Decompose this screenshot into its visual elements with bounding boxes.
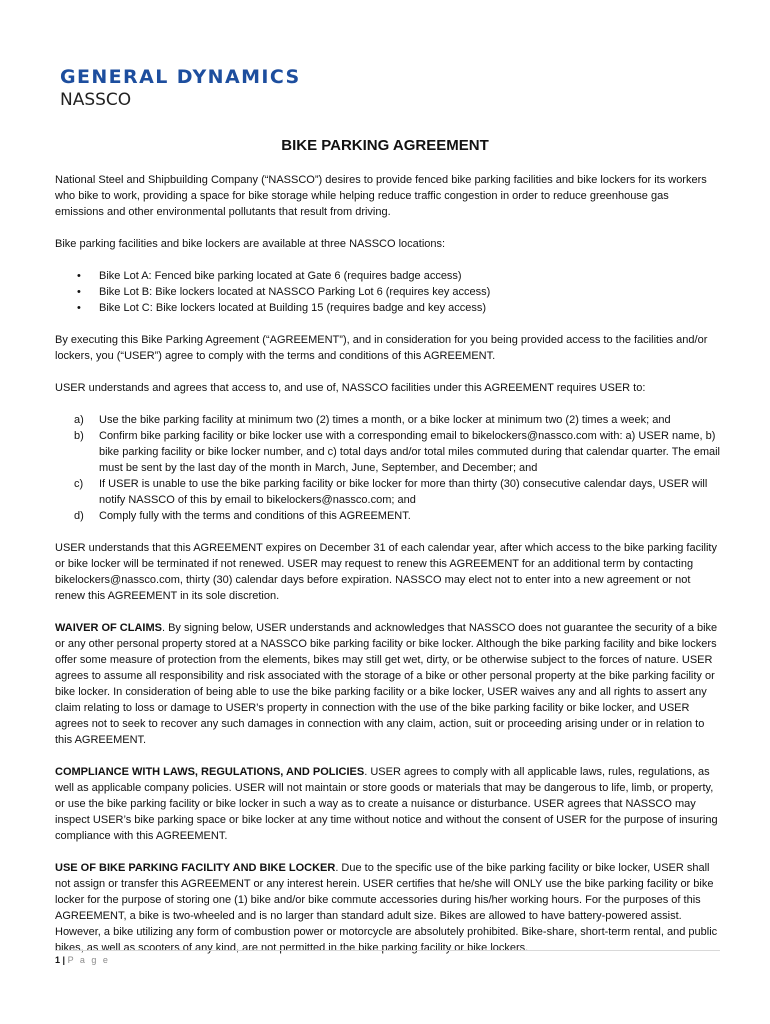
bullet-icon: • (77, 270, 81, 282)
locations-intro: Bike parking facilities and bike lockers are available at three NASSCO locations: (55, 238, 446, 250)
waiver-section (55, 620, 720, 748)
list-item (55, 268, 720, 284)
compliance-section (55, 764, 720, 844)
list-item (55, 508, 720, 524)
waiver-heading: WAIVER OF CLAIMS (55, 622, 162, 634)
use-text: . Due to the specific use of the bike parking facility or bike locker, USER shall not assign or transfer this AGREEMENT or any interest herein. USER certifies that he/she will ONLY use the bike parking facility or bike locker for the purpose of storing one (1) bike and/or bike commute accessories during his/her working hours. For the purposes of this AGREEMENT, a bike is two-wheeled and is no larger than standard adult size. Bikes are allowed to have battery-powered assist. However, a bike utilizing any form of combustion power or motorcycle are absolutely prohibited. Bike-share, short-term rental, and public bikes, as well as scooters of any kind, are not permitted in the bike parking facility or bike lockers. (55, 862, 718, 954)
list-marker: a) (74, 414, 84, 426)
use-section (55, 860, 720, 956)
list-marker: b) (74, 430, 84, 442)
list-item (55, 476, 720, 508)
requirement-text: Use the bike parking facility at minimum two (2) times a month, or a bike locker at minimum two (2) times a week; and (99, 414, 671, 426)
requirements-list (55, 412, 720, 524)
list-item (55, 300, 720, 316)
page-label: P a g e (67, 955, 110, 965)
logo-subbrand: NASSCO (60, 90, 132, 110)
location-text: Bike Lot C: Bike lockers located at Building 15 (requires badge and key access) (99, 302, 487, 314)
company-logo (60, 66, 301, 111)
page-number: 1 (55, 955, 61, 965)
list-item (55, 412, 720, 428)
list-marker: c) (74, 478, 84, 490)
document-body (55, 172, 720, 972)
expiration-paragraph: USER understands that this AGREEMENT expires on December 31 of each calendar year, after which access to the bike parking facility or bike locker will be terminated if not renewed. USER may request to renew this AGREEMENT for an additional term by contacting bikelockers@nassco.com, thirty (30) calendar days before expiration. NASSCO may elect not to enter into a new agreement or not renew this AGREEMENT in its sole discretion. (55, 542, 717, 602)
bullet-icon: • (77, 302, 81, 314)
requirement-text: If USER is unable to use the bike parking facility or bike locker for more than thirty (30) consecutive calendar days, USER will notify NASSCO of this by email to bikelockers@nassco.com; and (99, 478, 708, 506)
list-item (55, 284, 720, 300)
locations-list (55, 268, 720, 316)
waiver-text: . By signing below, USER understands and acknowledges that NASSCO does not guarantee the security of a bike or any other personal property stored at a NASSCO bike parking facility or bike locker. Although the bike parking facility and bike lockers offer some measure of protection from the elements, bikes may still get wet, dirty, or be otherwise subject to the forces of nature. USER agrees to assume all responsibility and risk associated with the storage of a bike or other personal property at the bike parking facility or bike locker. In consideration of being able to use the bike parking facility or a bike locker, USER waives any and all rights to assert any claim relating to loss or damage to USER’s property in connection with the use of the bike parking facility or bike locker, and USER agrees not to seek to recover any such damages in connection with any claim, action, suit or proceeding arising under or in relation to this AGREEMENT. (55, 622, 718, 746)
bullet-icon: • (77, 286, 81, 298)
page-footer (55, 950, 720, 966)
intro-paragraph: National Steel and Shipbuilding Company (“NASSCO”) desires to provide fenced bike parking facilities and bike lockers for its workers who bike to work, providing a space for bike storage while helping reduce traffic congestion in order to reduce greenhouse gas emissions and other environmental pollutants that result from driving. (55, 174, 707, 218)
requirement-text: Comply fully with the terms and conditions of this AGREEMENT. (99, 510, 411, 522)
requirement-text: Confirm bike parking facility or bike locker use with a corresponding email to bikelockers@nassco.com with: a) USER name, b) bike parking facility or bike locker number, and c) total days and/or total miles commuted during that calendar quarter. The email must be sent by the last day of the month in March, June, September, and December; and (99, 430, 721, 474)
document-title: BIKE PARKING AGREEMENT (281, 137, 489, 154)
compliance-heading: COMPLIANCE WITH LAWS, REGULATIONS, AND POLICIES (55, 766, 365, 778)
agreement-paragraph: By executing this Bike Parking Agreement (“AGREEMENT”), and in consideration for you being provided access to the facilities and/or lockers, you (“USER”) agree to comply with the terms and conditions of this AGREEMENT. (55, 334, 708, 362)
location-text: Bike Lot B: Bike lockers located at NASSCO Parking Lot 6 (requires key access) (99, 286, 491, 298)
use-heading: USE OF BIKE PARKING FACILITY AND BIKE LOCKER (55, 862, 336, 874)
list-item (55, 428, 720, 476)
location-text: Bike Lot A: Fenced bike parking located at Gate 6 (requires badge access) (99, 270, 462, 282)
footer-separator: | (62, 955, 66, 965)
compliance-text: . USER agrees to comply with all applicable laws, rules, regulations, as well as applicable company policies. USER will not maintain or store goods or materials that may be dangerous to life, limb, or property, or use the bike parking facility or bike locker in such a way as to create a nuisance or disturbance. USER agrees that NASSCO may inspect USER’s bike parking space or bike locker at any time without notice and without the consent of USER for the purpose of insuring compliance with this AGREEMENT. (55, 766, 718, 842)
logo-brand: GENERAL DYNAMICS (60, 66, 301, 88)
requirements-intro: USER understands and agrees that access to, and use of, NASSCO facilities under this AGREEMENT requires USER to: (55, 382, 646, 394)
list-marker: d) (74, 510, 84, 522)
